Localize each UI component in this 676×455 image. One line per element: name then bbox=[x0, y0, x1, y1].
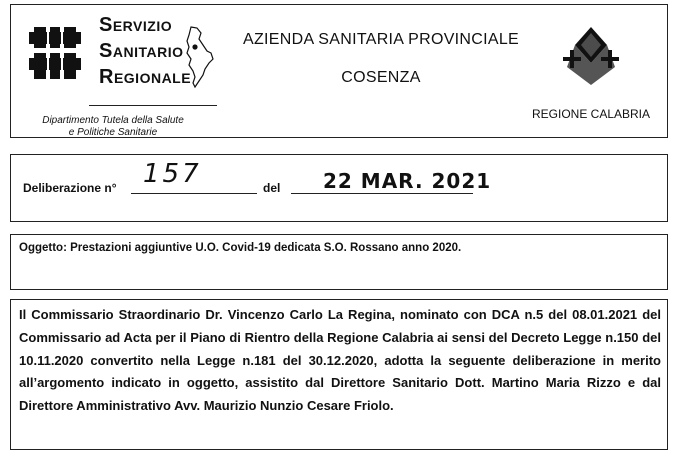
deliberation-number-line bbox=[131, 193, 257, 194]
cross-logo-icon bbox=[29, 27, 81, 79]
asp-title: AZIENDA SANITARIA PROVINCIALE bbox=[242, 31, 520, 48]
date-label: del bbox=[263, 181, 281, 195]
deliberation-date-stamp: 22 MAR. 2021 bbox=[323, 169, 492, 193]
asp-city: COSENZA bbox=[341, 69, 421, 86]
ssr-wordmark bbox=[99, 13, 191, 91]
deliberation-number: 157 bbox=[143, 159, 202, 189]
ssr-line-servizio: SERVIZIO bbox=[99, 14, 173, 36]
region-coat-of-arms-icon bbox=[561, 23, 621, 89]
deliberation-body-text: Il Commissario Straordinario Dr. Vincenzo Carlo La Regina, nominato con DCA n.5 del 08.01.2021 del Commissario ad Acta per il Piano di Rientro della Regione Calabria ai sensi del Decreto Legge n.150 del 10.11.2020 convertito nella Legge n.181 del 30.12.2020, adotta la seguente deliberazione in merito all’argomento indicato in oggetto, assistito dal Direttore Sanitario Dott. Martino Maria Rizzo e dal Direttore Amministrativo Avv. Maurizio Nunzio Cesare Friolo. bbox=[19, 307, 661, 414]
document-header bbox=[10, 4, 668, 138]
header-divider bbox=[89, 105, 217, 106]
ssr-line-sanitario: SANITARIO bbox=[99, 40, 184, 62]
deliberation-date-line bbox=[291, 193, 473, 194]
calabria-map-icon bbox=[183, 25, 217, 89]
deliberation-body-box bbox=[10, 299, 668, 450]
deliberation-box bbox=[10, 154, 668, 222]
region-name: REGIONE CALABRIA bbox=[531, 107, 651, 121]
deliberation-label: Deliberazione n° bbox=[23, 181, 117, 195]
ssr-line-regionale: REGIONALE bbox=[99, 66, 192, 88]
department-name: Dipartimento Tutela della Salute e Politiche Sanitarie bbox=[42, 115, 184, 138]
subject-box bbox=[10, 234, 668, 290]
subject-text: Oggetto: Prestazioni aggiuntive U.O. Covid-19 dedicata S.O. Rossano anno 2020. bbox=[19, 242, 462, 254]
